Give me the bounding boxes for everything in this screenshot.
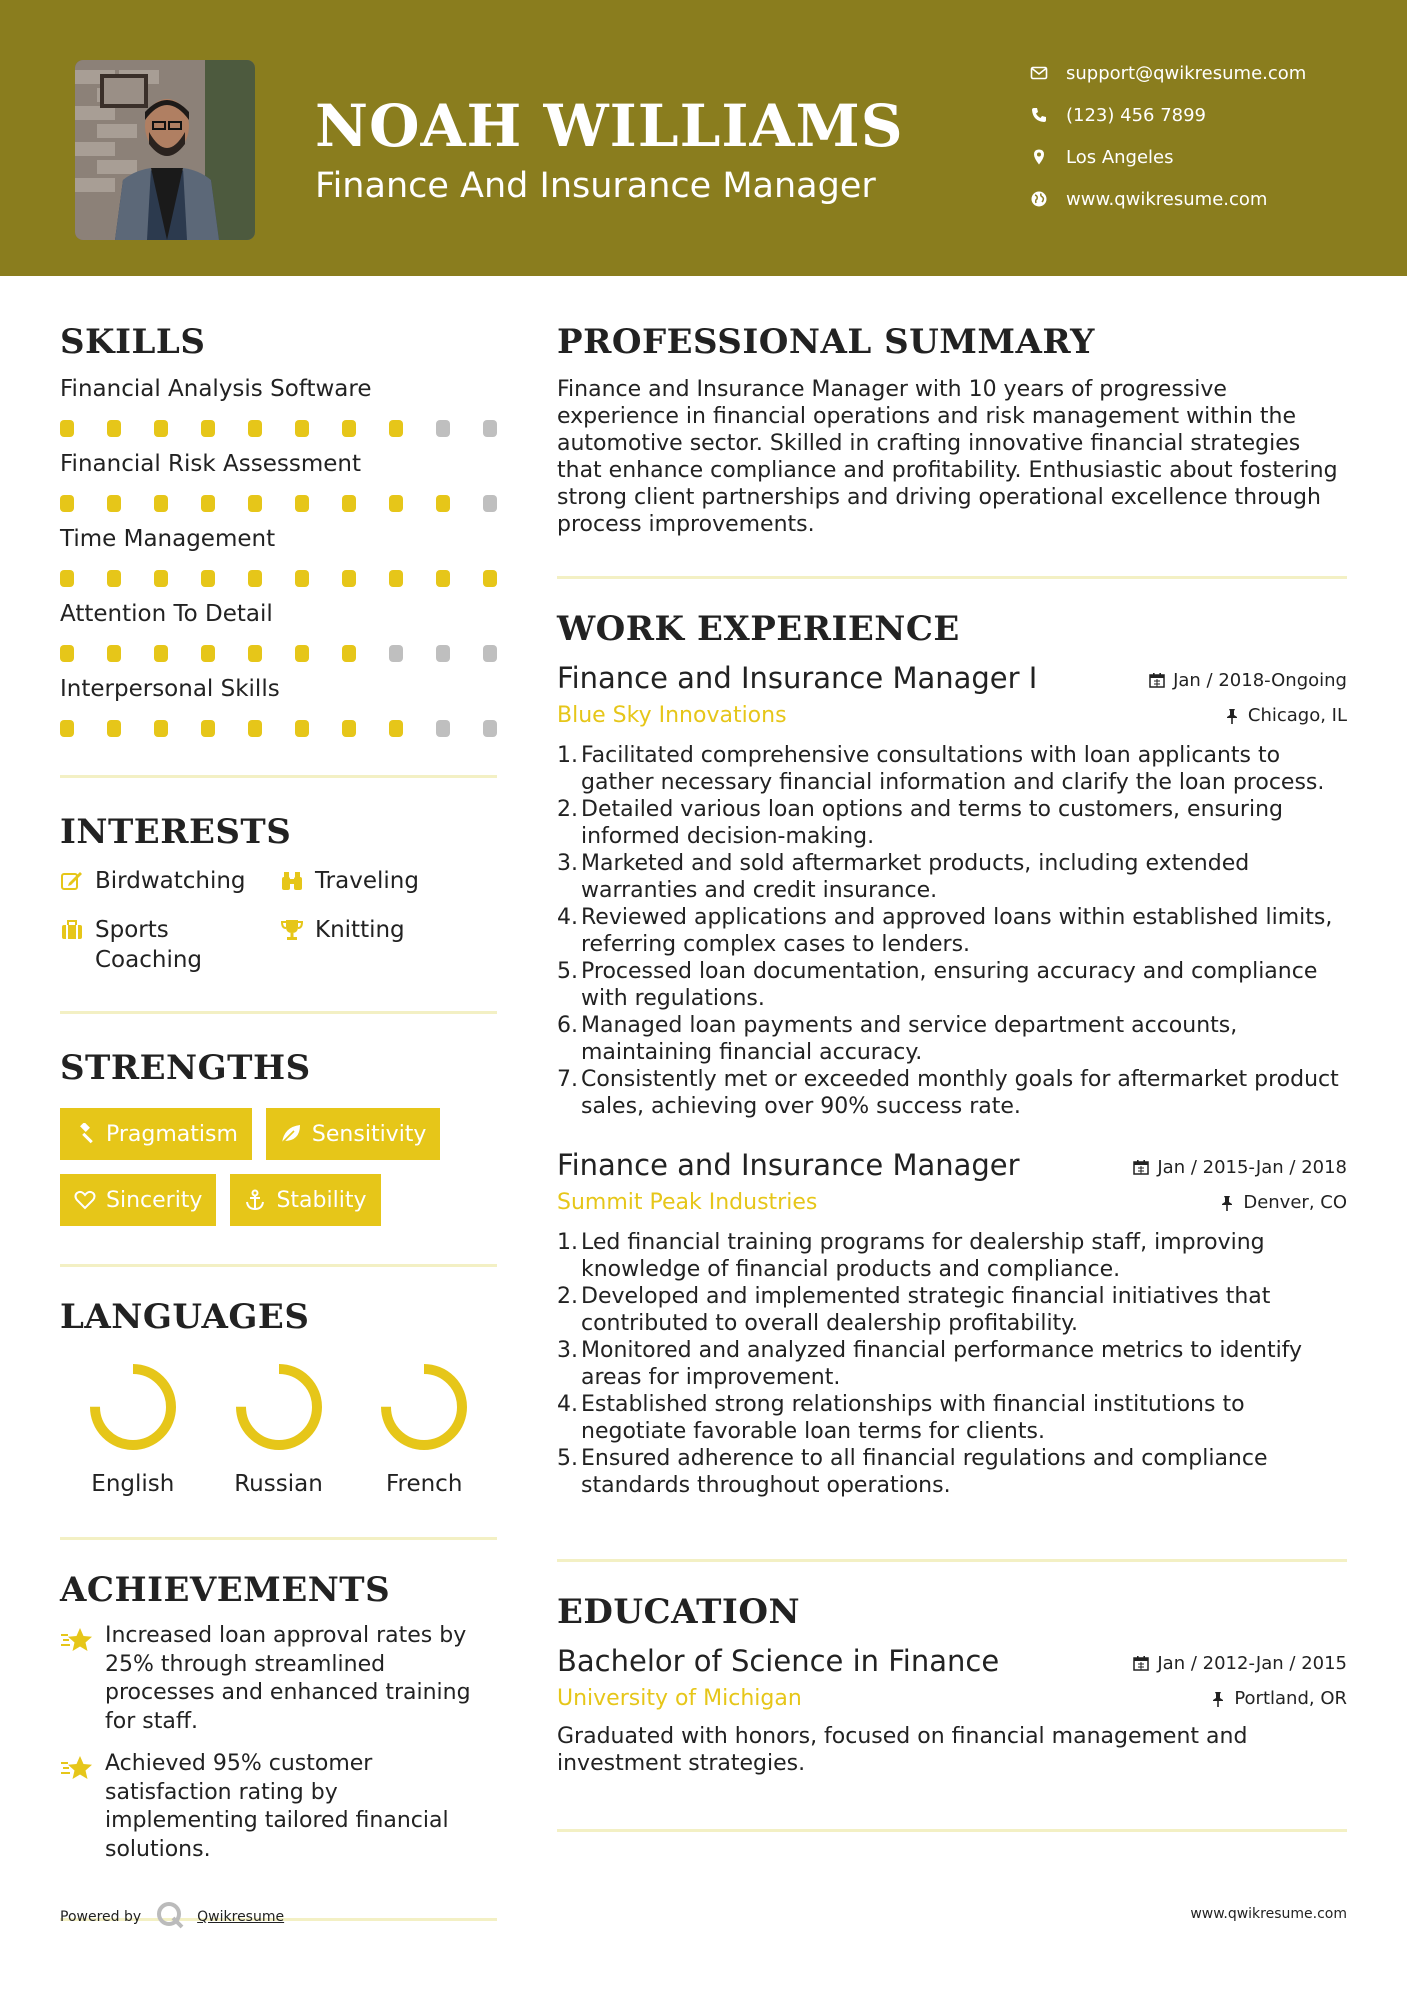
rating-dot-filled [154, 645, 168, 662]
skill-rating [60, 495, 497, 512]
languages-heading: LANGUAGES [60, 1297, 310, 1337]
responsibility-item [557, 1066, 1347, 1120]
contact-location-text: Los Angeles [1066, 146, 1174, 168]
trophy-icon [280, 915, 315, 950]
strength-tag [60, 1108, 252, 1160]
language-proficiency-ring [374, 1357, 474, 1457]
achievement-text: Increased loan approval rates by 25% through streamlined processes and enhanced training for staff. [105, 1623, 471, 1734]
rating-dot-filled [107, 720, 121, 737]
language-name: Russian [234, 1471, 323, 1497]
responsibility-text: Managed loan payments and service department accounts, maintaining financial accuracy. [581, 1013, 1238, 1065]
left-column [60, 322, 497, 1864]
rating-dot-filled [107, 420, 121, 437]
interests-heading: INTERESTS [60, 812, 292, 852]
pushpin-icon [1219, 1195, 1235, 1211]
skill-rating [60, 420, 497, 437]
strength-tag [266, 1108, 441, 1160]
responsibilities-list [557, 1229, 1347, 1499]
rating-dot-filled [248, 495, 262, 512]
job-location [1224, 705, 1347, 726]
star-icon [60, 1622, 105, 1736]
binoculars-icon [280, 866, 315, 901]
responsibility-text: Detailed various loan options and terms to customers, ensuring informed decision-making. [581, 797, 1283, 849]
rating-dot-filled [60, 720, 74, 737]
map-pin-icon [1030, 148, 1066, 166]
education-description: Graduated with honors, focused on financial management and investment strategies. [557, 1724, 1248, 1776]
education-location-text: Portland, OR [1234, 1688, 1347, 1709]
pushpin-icon [1210, 1691, 1226, 1707]
rating-dot-filled [107, 495, 121, 512]
rating-dot-filled [154, 720, 168, 737]
contact-list [1030, 52, 1306, 220]
divider [60, 775, 497, 778]
interest-label: Traveling [315, 868, 419, 894]
summary-text: Finance and Insurance Manager with 10 years of progressive experience in financial operations and risk management within the automotive sector. Skilled in crafting innovative financial strategies that enhance compliance and profitability. Enthusiastic about fostering strong client partnerships and driving operational excellence through process improvements. [557, 377, 1338, 537]
skill-rating [60, 570, 497, 587]
job-location-text: Denver, CO [1243, 1192, 1347, 1213]
school-name: University of Michigan [557, 1686, 802, 1711]
job-location-text: Chicago, IL [1247, 705, 1347, 726]
candidate-title: Finance And Insurance Manager [315, 166, 876, 206]
rating-dot-empty [389, 645, 403, 662]
candidate-name: NOAH WILLIAMS [315, 92, 904, 160]
language-item [206, 1357, 352, 1497]
rating-dot-filled [107, 645, 121, 662]
star-icon [60, 1750, 105, 1864]
language-proficiency-ring [83, 1357, 183, 1457]
job-title: Finance and Insurance Manager I [557, 661, 1038, 695]
interest-item [60, 915, 280, 975]
anchor-icon [244, 1189, 266, 1211]
interest-item [60, 866, 280, 901]
list-number: 7. [557, 1067, 578, 1092]
education-heading: EDUCATION [557, 1592, 801, 1632]
skill-name: Attention To Detail [60, 601, 273, 627]
responsibility-item [557, 958, 1347, 1012]
job-title: Finance and Insurance Manager [557, 1148, 1020, 1182]
strength-tag [230, 1174, 380, 1226]
responsibility-text: Established strong relationships with financial institutions to negotiate favorable loan terms for clients. [581, 1392, 1245, 1444]
list-number: 3. [557, 851, 578, 876]
rating-dot-filled [201, 420, 215, 437]
rating-dot-filled [60, 420, 74, 437]
powered-by [60, 1900, 284, 1934]
company-name: Summit Peak Industries [557, 1190, 818, 1215]
responsibility-item [557, 1229, 1347, 1283]
responsibility-text: Processed loan documentation, ensuring accuracy and compliance with regulations. [581, 959, 1318, 1011]
phone-icon [1030, 106, 1066, 124]
strength-label: Sensitivity [311, 1121, 427, 1147]
briefcase-icon [60, 915, 95, 950]
list-number: 4. [557, 905, 578, 930]
right-column [557, 322, 1347, 1832]
powered-by-label: Powered by [60, 1909, 142, 1925]
rating-dot-filled [295, 420, 309, 437]
rating-dot-empty [483, 420, 497, 437]
rating-dot-filled [295, 495, 309, 512]
responsibility-text: Led financial training programs for dealership staff, improving knowledge of financial products and compliance. [581, 1230, 1265, 1282]
rating-dot-filled [483, 570, 497, 587]
interest-item [280, 866, 500, 901]
rating-dot-filled [389, 495, 403, 512]
list-number: 1. [557, 743, 578, 768]
rating-dot-filled [60, 570, 74, 587]
divider [60, 1264, 497, 1267]
list-number: 3. [557, 1338, 578, 1363]
responsibility-text: Marketed and sold aftermarket products, including extended warranties and credit insurance. [581, 851, 1250, 903]
language-name: French [385, 1471, 463, 1497]
responsibility-text: Monitored and analyzed financial performance metrics to identify areas for improvement. [581, 1338, 1303, 1390]
experience-heading: WORK EXPERIENCE [557, 609, 960, 649]
company-name: Blue Sky Innovations [557, 703, 787, 728]
summary-heading: PROFESSIONAL SUMMARY [557, 322, 1095, 362]
job-date-text: Jan / 2015-Jan / 2018 [1157, 1156, 1347, 1178]
responsibility-item [557, 1283, 1347, 1337]
job-entry [557, 661, 1347, 1120]
rating-dot-empty [436, 720, 450, 737]
rating-dot-filled [154, 570, 168, 587]
skill-name: Financial Risk Assessment [60, 451, 361, 477]
interest-label: Knitting [315, 917, 405, 943]
footer-website[interactable]: www.qwikresume.com [1190, 1906, 1347, 1922]
responsibility-text: Consistently met or exceeded monthly goals for aftermarket product sales, achieving over 90% success rate. [581, 1067, 1339, 1119]
job-date-text: Jan / 2018-Ongoing [1173, 669, 1347, 691]
strengths-heading: STRENGTHS [60, 1048, 311, 1088]
rating-dot-filled [342, 420, 356, 437]
rating-dot-empty [483, 495, 497, 512]
rating-dot-filled [60, 645, 74, 662]
interest-label: Sports Coaching [95, 917, 203, 973]
contact-email[interactable] [1030, 52, 1306, 94]
rating-dot-filled [389, 720, 403, 737]
achievement-item [60, 1622, 497, 1736]
contact-location [1030, 136, 1306, 178]
responsibility-text: Reviewed applications and approved loans within established limits, referring complex cases to lenders. [581, 905, 1333, 957]
list-number: 4. [557, 1392, 578, 1417]
rating-dot-filled [342, 495, 356, 512]
job-date [1133, 1157, 1347, 1178]
contact-email-text: support@qwikresume.com [1066, 62, 1307, 84]
rating-dot-filled [342, 570, 356, 587]
rating-dot-filled [295, 645, 309, 662]
list-number: 5. [557, 959, 578, 984]
rating-dot-filled [201, 570, 215, 587]
rating-dot-filled [389, 570, 403, 587]
responsibility-item [557, 1012, 1347, 1066]
gavel-icon [74, 1123, 96, 1145]
contact-website[interactable] [1030, 178, 1306, 220]
pushpin-icon [1224, 708, 1240, 724]
language-item [351, 1357, 497, 1497]
education-date [1133, 1653, 1347, 1674]
responsibility-item [557, 742, 1347, 796]
achievement-item [60, 1750, 497, 1864]
rating-dot-filled [154, 495, 168, 512]
skill-item [60, 676, 497, 737]
list-number: 5. [557, 1446, 578, 1471]
language-item [60, 1357, 206, 1497]
responsibility-text: Ensured adherence to all financial regulations and compliance standards throughout operations. [581, 1446, 1268, 1498]
rating-dot-empty [483, 720, 497, 737]
job-location [1219, 1192, 1347, 1213]
responsibilities-list [557, 742, 1347, 1120]
rating-dot-filled [248, 645, 262, 662]
interest-label: Birdwatching [95, 868, 246, 894]
summary-section [557, 322, 1347, 538]
achievement-text: Achieved 95% customer satisfaction rating by implementing tailored financial solutions. [105, 1751, 449, 1862]
rating-dot-filled [201, 495, 215, 512]
job-entry [557, 1148, 1347, 1499]
divider [60, 1011, 497, 1014]
profile-photo [75, 60, 255, 240]
divider [557, 1829, 1347, 1832]
responsibility-text: Developed and implemented strategic financial initiatives that contributed to overall dealership profitability. [581, 1284, 1271, 1336]
contact-phone-text: (123) 456 7899 [1066, 104, 1207, 126]
rating-dot-empty [436, 645, 450, 662]
responsibility-item [557, 850, 1347, 904]
responsibility-item [557, 1391, 1347, 1445]
calendar-icon [1149, 672, 1165, 688]
interests-section [60, 812, 497, 975]
education-location [1210, 1688, 1347, 1709]
education-section [557, 1592, 1347, 1777]
list-number: 1. [557, 1230, 578, 1255]
skill-item [60, 376, 497, 437]
skills-heading: SKILLS [60, 322, 206, 362]
skill-item [60, 451, 497, 512]
rating-dot-filled [248, 720, 262, 737]
responsibility-item [557, 796, 1347, 850]
skill-rating [60, 720, 497, 737]
rating-dot-filled [389, 420, 403, 437]
rating-dot-empty [436, 420, 450, 437]
rating-dot-empty [483, 645, 497, 662]
calendar-icon [1133, 1655, 1149, 1671]
language-name: English [91, 1471, 175, 1497]
rating-dot-filled [107, 570, 121, 587]
education-date-text: Jan / 2012-Jan / 2015 [1157, 1652, 1347, 1674]
rating-dot-filled [342, 645, 356, 662]
language-proficiency-ring [229, 1357, 329, 1457]
skills-section [60, 322, 497, 737]
divider [60, 1537, 497, 1540]
skill-rating [60, 645, 497, 662]
job-date [1149, 670, 1347, 691]
strengths-section [60, 1048, 497, 1226]
rating-dot-filled [201, 645, 215, 662]
achievements-heading: ACHIEVEMENTS [60, 1570, 391, 1610]
rating-dot-filled [295, 720, 309, 737]
rating-dot-filled [436, 570, 450, 587]
rating-dot-filled [60, 495, 74, 512]
degree-title: Bachelor of Science in Finance [557, 1644, 1000, 1678]
contact-phone[interactable] [1030, 94, 1306, 136]
rating-dot-filled [295, 570, 309, 587]
skill-name: Time Management [60, 526, 276, 552]
experience-section [557, 609, 1347, 1499]
skill-name: Financial Analysis Software [60, 376, 372, 402]
rating-dot-filled [154, 420, 168, 437]
list-number: 6. [557, 1013, 578, 1038]
globe-icon [1030, 190, 1066, 208]
rating-dot-filled [248, 570, 262, 587]
rating-dot-filled [342, 720, 356, 737]
achievements-section [60, 1570, 497, 1864]
divider [557, 576, 1347, 579]
envelope-icon [1030, 64, 1066, 82]
strength-label: Sincerity [106, 1187, 203, 1213]
skill-item [60, 526, 497, 587]
responsibility-item [557, 904, 1347, 958]
divider [557, 1559, 1347, 1562]
pencil-square-icon [60, 866, 95, 901]
responsibility-item [557, 1337, 1347, 1391]
qwikresume-link[interactable]: Qwikresume [197, 1909, 285, 1925]
list-number: 2. [557, 797, 578, 822]
heart-icon [74, 1189, 96, 1211]
qwikresume-logo-icon [155, 1900, 185, 1934]
strength-label: Pragmatism [106, 1121, 238, 1147]
header-banner [0, 0, 1407, 276]
responsibility-item [557, 1445, 1347, 1499]
rating-dot-filled [436, 495, 450, 512]
rating-dot-filled [201, 720, 215, 737]
contact-website-text: www.qwikresume.com [1066, 188, 1268, 210]
calendar-icon [1133, 1159, 1149, 1175]
responsibility-text: Facilitated comprehensive consultations with loan applicants to gather necessary financial information and clarify the loan process. [581, 743, 1325, 795]
skill-item [60, 601, 497, 662]
rating-dot-filled [248, 420, 262, 437]
interest-item [280, 915, 500, 975]
leaf-icon [280, 1123, 302, 1145]
strength-tag [60, 1174, 216, 1226]
list-number: 2. [557, 1284, 578, 1309]
skill-name: Interpersonal Skills [60, 676, 280, 702]
languages-section [60, 1297, 497, 1497]
strength-label: Stability [276, 1187, 367, 1213]
